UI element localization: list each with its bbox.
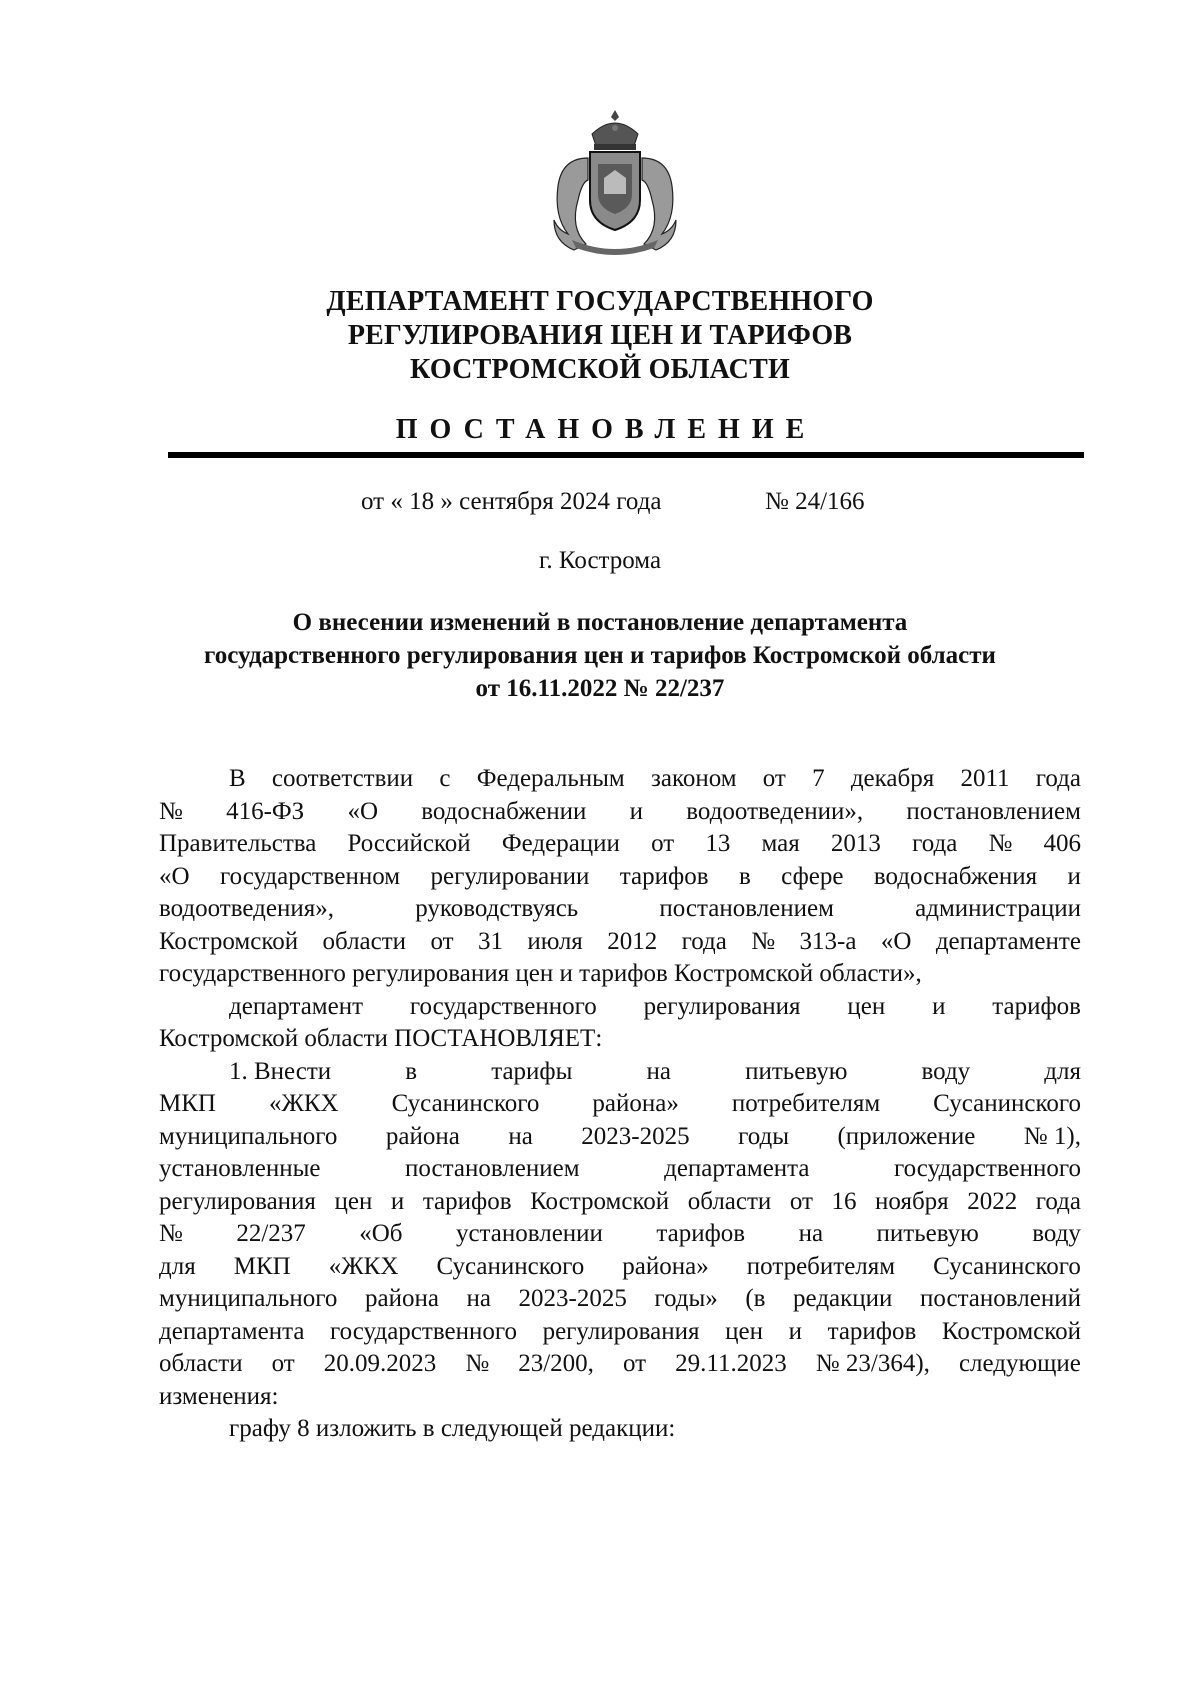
body-word: В <box>229 765 246 792</box>
body-word: государственного <box>894 1155 1081 1182</box>
body-word: Правительства <box>159 830 317 857</box>
body-word: и <box>629 797 644 825</box>
body-word: Сусанинского <box>391 1090 540 1117</box>
body-word: района <box>385 1122 460 1150</box>
document-number: № 24/166 <box>765 488 865 515</box>
body-word: района» <box>622 1252 709 1280</box>
body-line <box>159 1121 1081 1154</box>
body-word: годы <box>738 1122 789 1150</box>
coat-of-arms-icon <box>540 108 690 258</box>
body-word: № <box>751 927 776 955</box>
body-word: от <box>762 765 786 792</box>
document-type-heading: ПОСТАНОВЛЕНИЕ <box>395 414 817 445</box>
body-line <box>159 1381 1081 1414</box>
body-word: 29.11.2023 <box>675 1350 787 1377</box>
body-word: и <box>390 1187 405 1215</box>
body-word: (в <box>745 1285 766 1312</box>
subject-line: от 16.11.2022 № 22/237 <box>475 675 725 702</box>
header-divider <box>168 452 1084 458</box>
body-word: водоснабжения <box>873 862 1038 890</box>
body-word: муниципального <box>159 1122 338 1150</box>
body-word: области <box>159 1350 243 1377</box>
body-word: мая <box>761 830 800 857</box>
body-word: тарифов <box>422 1187 512 1215</box>
body-line <box>159 763 1081 796</box>
body-line <box>159 796 1081 829</box>
body-word: 2012 <box>607 927 658 955</box>
body-word: цен <box>334 1187 373 1215</box>
body-word: года <box>1035 1187 1081 1215</box>
body-word: 1. Внести <box>229 1057 332 1085</box>
body-word: Сусанинского <box>436 1252 585 1280</box>
body-word: от <box>622 1350 647 1377</box>
body-word: от <box>651 830 675 857</box>
body-word: тарифов <box>827 1317 917 1345</box>
body-word: 31 <box>477 927 503 955</box>
body-word: установленные <box>159 1155 321 1182</box>
body-word: питьевую <box>745 1057 848 1085</box>
body-word: тарифов <box>619 862 709 890</box>
body-word: и <box>1067 862 1081 890</box>
body-word: 2023-2025 <box>518 1285 627 1312</box>
body-word: «Об <box>359 1220 403 1247</box>
body-word: июля <box>527 927 583 955</box>
body-word: установлении <box>455 1220 603 1247</box>
department-name <box>0 285 1200 387</box>
body-line <box>159 1088 1081 1121</box>
body-word: МКП <box>233 1252 291 1280</box>
body-word: района <box>364 1285 439 1312</box>
body-word: 406 <box>1043 830 1081 857</box>
body-word: водоотведения», <box>159 895 334 922</box>
body-word: регулирования <box>542 1317 700 1345</box>
body-word: потребителям <box>746 1252 896 1280</box>
body-word: 20.09.2023 <box>323 1350 437 1377</box>
subject-line: государственного регулирования цен и тарифов Костромской области <box>204 642 996 669</box>
body-word: для <box>159 1252 196 1280</box>
body-word: тарифов <box>656 1220 746 1247</box>
body-line <box>159 1218 1081 1251</box>
body-line <box>159 828 1081 861</box>
body-word: области <box>322 927 407 955</box>
body-word: МКП <box>159 1090 216 1117</box>
body-word: «ЖКХ <box>268 1090 339 1117</box>
body-word: ноября <box>875 1187 949 1215</box>
body-line <box>159 1283 1081 1316</box>
body-word: водоснабжении <box>421 797 587 825</box>
body-word: 16 <box>831 1187 857 1215</box>
body-word: 2013 <box>830 830 881 857</box>
body-word: «О <box>880 927 912 955</box>
body-word: года <box>912 830 958 857</box>
body-word: «О <box>159 862 190 890</box>
body-word: от <box>271 1350 295 1377</box>
body-word: и <box>932 992 946 1020</box>
subject-line: О внесении изменений в постановление департамента <box>292 609 908 636</box>
body-word: декабря <box>850 765 935 792</box>
body-word: постановлением <box>405 1155 580 1182</box>
body-word: тарифы <box>491 1057 573 1085</box>
body-line <box>159 1413 1081 1446</box>
body-word: от <box>430 927 454 955</box>
body-word: законом <box>650 765 737 792</box>
body-word: регулирования <box>643 992 801 1020</box>
body-word: с <box>439 765 451 792</box>
body-line <box>159 861 1081 894</box>
body-word: 2023-2025 <box>581 1122 690 1150</box>
body-word: воду <box>1032 1220 1081 1247</box>
body-word: водоотведении», <box>686 797 864 825</box>
body-word: района» <box>592 1090 679 1117</box>
body-word: Костромской <box>941 1317 1081 1345</box>
body-word: тарифов <box>992 992 1081 1020</box>
body-word: регулировании <box>430 862 590 890</box>
body-word: на <box>646 1057 672 1085</box>
body-word: для <box>1044 1057 1081 1085</box>
body-word: департамента <box>664 1155 810 1182</box>
body-word: редакции <box>793 1285 893 1312</box>
body-word: государственного регулирования цен и тарифов Костромской области», <box>159 960 922 987</box>
body-word: цен <box>847 992 886 1020</box>
body-word: Сусанинского <box>933 1090 1081 1117</box>
body-word: сфере <box>781 862 844 890</box>
body-word: «ЖКХ <box>328 1252 399 1280</box>
body-word: и <box>788 1317 802 1345</box>
body-word: департаменте <box>935 927 1081 955</box>
body-word: 13 <box>705 830 731 857</box>
document-date: от « 18 » сентября 2024 года <box>361 488 662 515</box>
department-line: РЕГУЛИРОВАНИЯ ЦЕН И ТАРИФОВ <box>347 320 853 351</box>
body-line <box>159 1348 1081 1381</box>
body-word: государственного <box>409 992 597 1020</box>
body-word: постановлением <box>659 895 834 922</box>
body-word: Сусанинского <box>933 1252 1081 1280</box>
body-word: Костромской <box>159 927 299 955</box>
body-word: № <box>988 830 1013 857</box>
body-word: от <box>789 1187 813 1215</box>
body-word: постановлений <box>919 1285 1081 1312</box>
body-word: потребителям <box>731 1090 881 1117</box>
body-word: государственном <box>219 862 401 890</box>
document-subject <box>0 606 1200 705</box>
body-word: Костромской области ПОСТАНОВЛЯЕТ: <box>159 1025 603 1052</box>
body-word: муниципального <box>159 1285 338 1312</box>
body-word: государственного <box>330 1317 517 1345</box>
body-line <box>159 1056 1081 1089</box>
body-word: департамента <box>159 1317 305 1345</box>
body-line <box>159 958 1081 991</box>
body-word: № 1), <box>1023 1122 1081 1150</box>
body-word: № <box>159 1220 183 1247</box>
body-line <box>159 991 1081 1024</box>
body-word: Российской <box>347 830 471 857</box>
body-word: следующие <box>958 1350 1081 1377</box>
body-word: на <box>798 1220 824 1247</box>
body-word: Федеральным <box>476 765 625 792</box>
body-word: Федерации <box>501 830 620 857</box>
body-word: года <box>1035 765 1081 792</box>
body-word: года <box>681 927 727 955</box>
body-word: 7 <box>812 765 825 792</box>
body-word: питьевую <box>876 1220 979 1247</box>
body-line <box>159 1251 1081 1284</box>
body-word: № <box>159 797 183 825</box>
body-word: «О <box>347 797 379 825</box>
body-word: соответствии <box>271 765 414 792</box>
body-word: 416-ФЗ <box>226 797 305 825</box>
body-word: № <box>465 1350 490 1377</box>
department-line: КОСТРОМСКОЙ ОБЛАСТИ <box>410 354 790 385</box>
body-word: департамент <box>229 992 364 1020</box>
body-line <box>159 893 1081 926</box>
document-city: г. Кострома <box>538 547 662 574</box>
body-word: 2022 <box>967 1187 1018 1215</box>
body-word: области <box>687 1187 772 1215</box>
body-word: администрации <box>915 895 1081 922</box>
body-word: руководствуясь <box>415 895 579 922</box>
body-word: на <box>508 1122 533 1150</box>
body-word: 313-а <box>799 927 857 955</box>
document-body <box>159 763 1081 1446</box>
body-line <box>159 1186 1081 1219</box>
body-word: № 23/364), <box>815 1350 930 1377</box>
body-word: в <box>405 1057 418 1085</box>
body-word: годы» <box>654 1285 718 1312</box>
body-word: 2011 <box>960 765 1010 792</box>
body-word: графу 8 изложить в следующей редакции: <box>229 1415 676 1442</box>
body-word: (приложение <box>837 1122 976 1150</box>
body-word: 23/200, <box>518 1350 594 1377</box>
body-word: Костромской <box>530 1187 670 1215</box>
body-line <box>159 1023 1081 1056</box>
body-line <box>159 1153 1081 1186</box>
body-word: постановлением <box>906 797 1081 825</box>
body-line <box>159 926 1081 959</box>
body-word: цен <box>725 1317 763 1345</box>
body-word: изменения: <box>159 1382 279 1410</box>
body-word: регулирования <box>159 1187 316 1215</box>
body-word: на <box>466 1285 491 1312</box>
body-word: в <box>738 862 751 890</box>
body-word: воду <box>921 1057 971 1085</box>
department-line: ДЕПАРТАМЕНТ ГОСУДАРСТВЕННОГО <box>326 286 874 317</box>
body-line <box>159 1316 1081 1349</box>
body-word: 22/237 <box>236 1220 306 1247</box>
